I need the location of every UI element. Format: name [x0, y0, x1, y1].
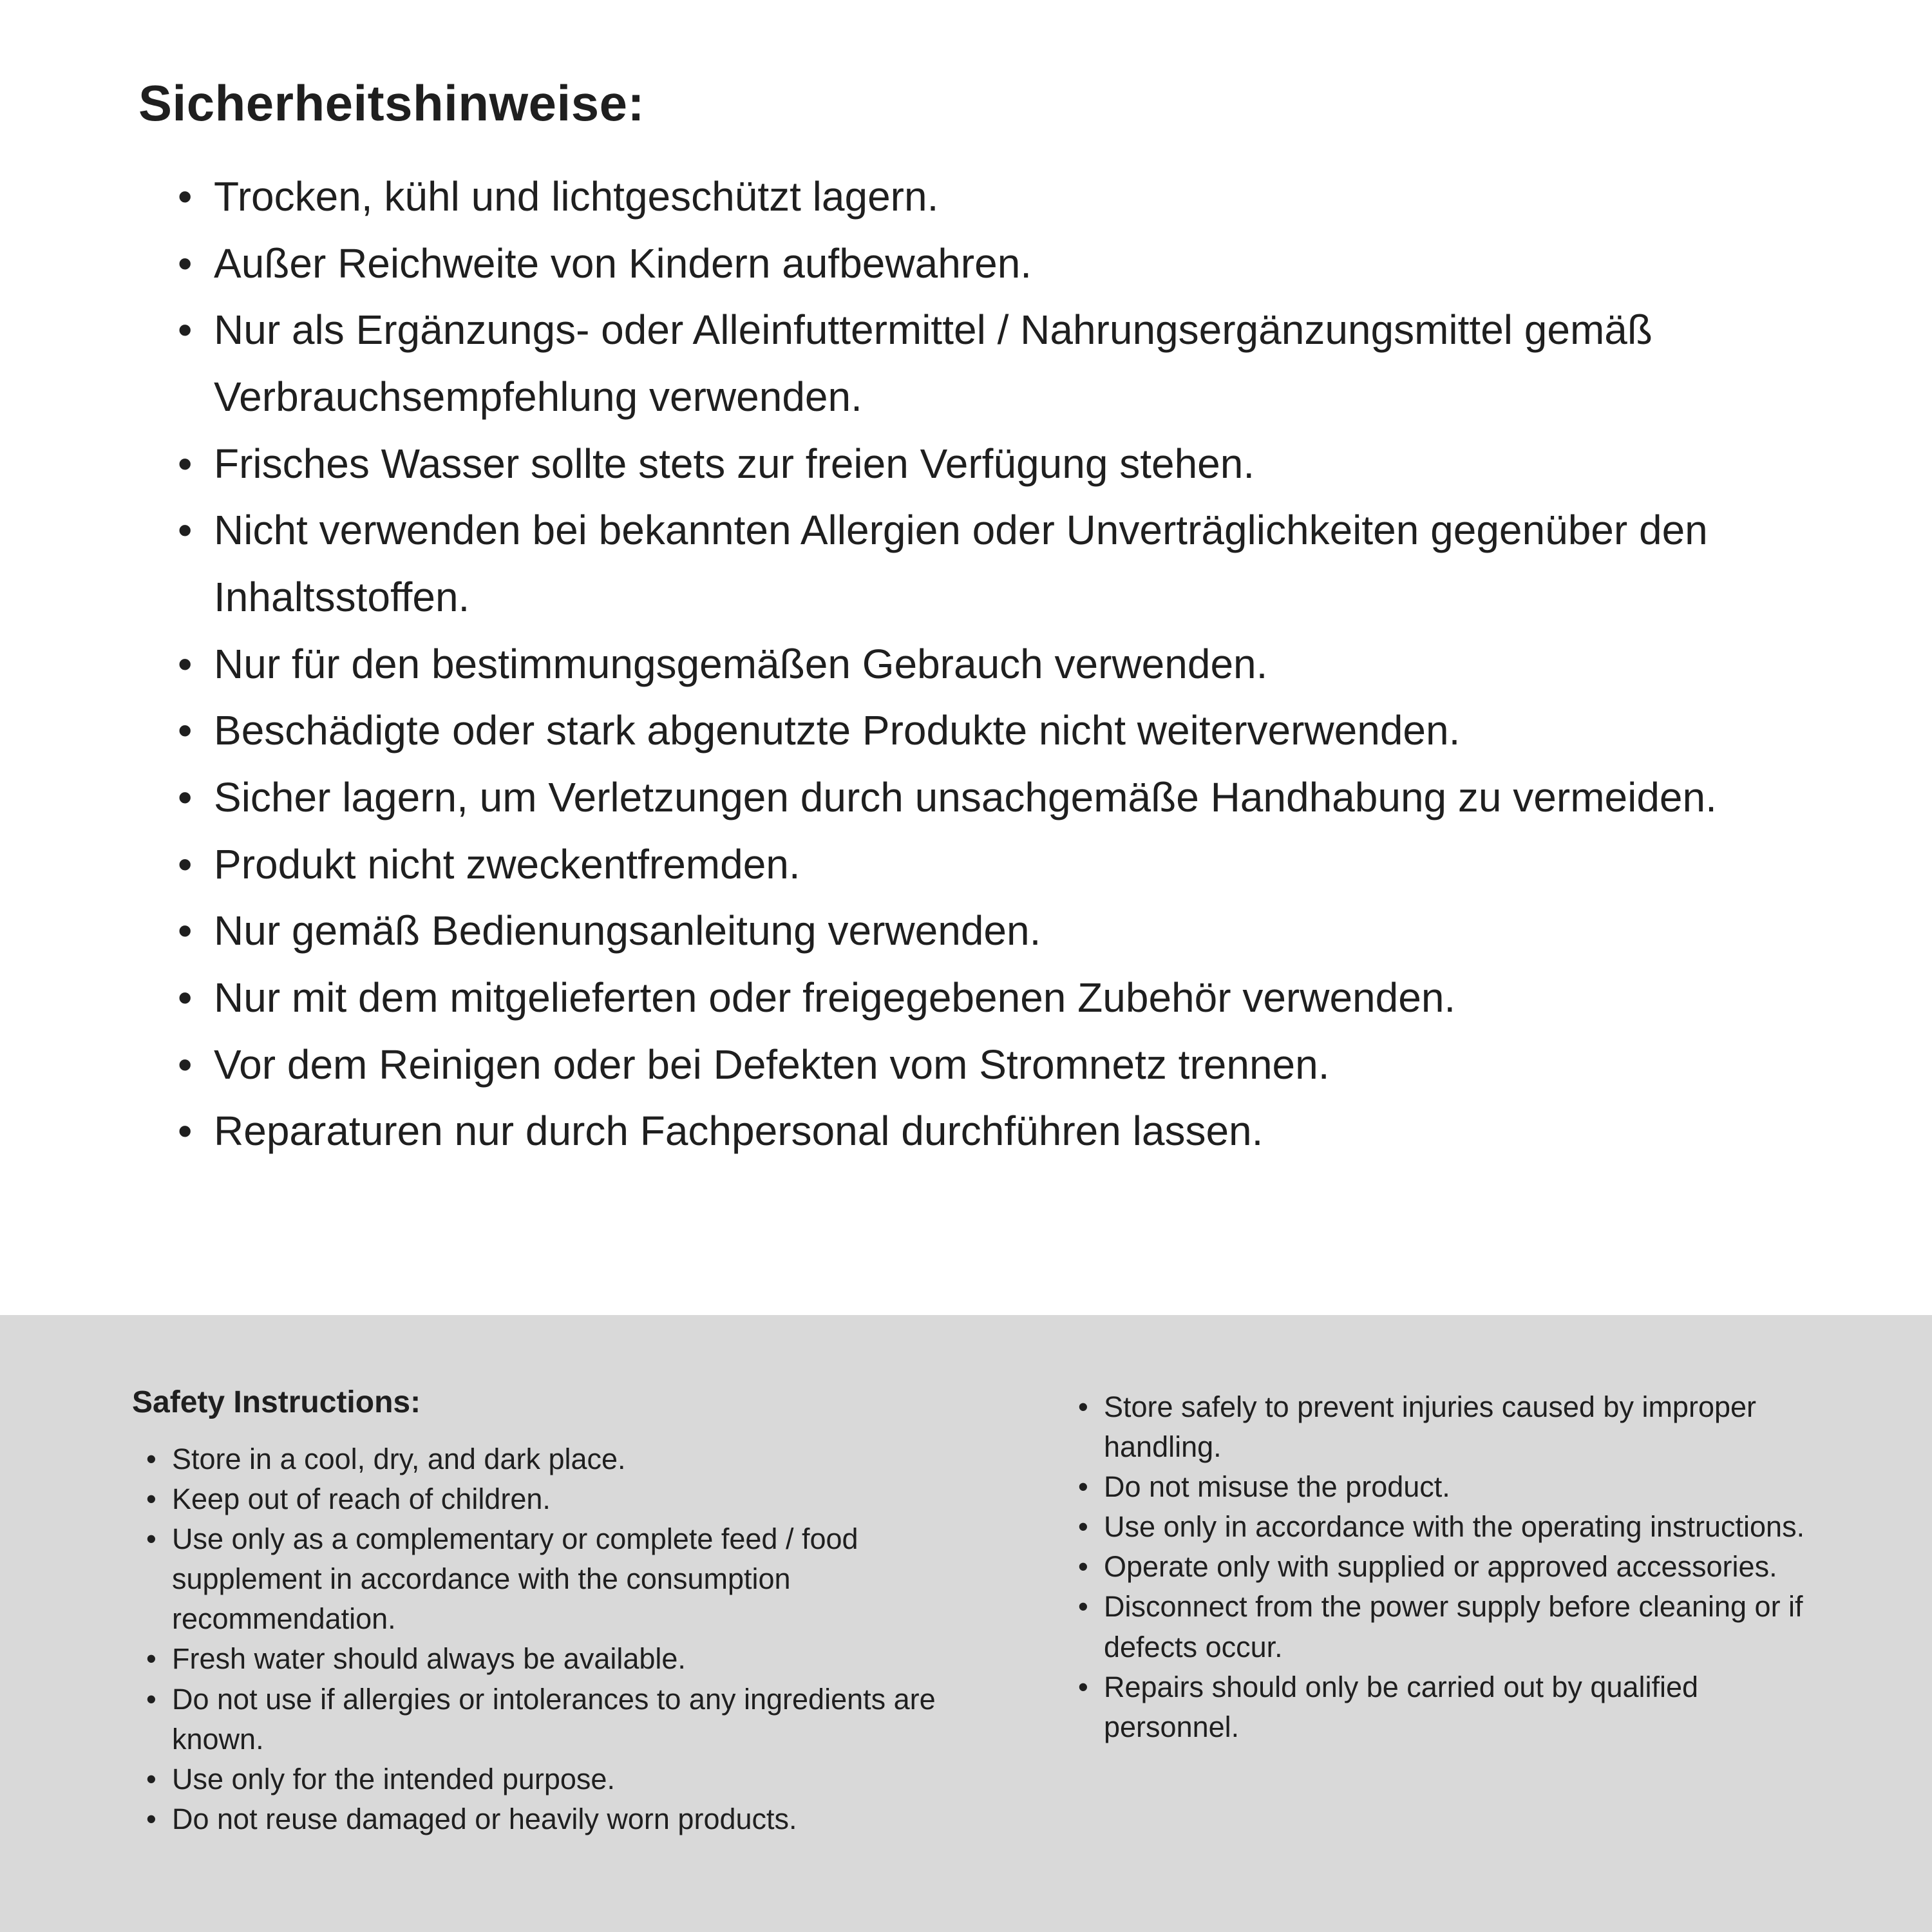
german-section-title: Sicherheitshinweise:	[138, 75, 645, 131]
english-section-title: Safety Instructions:	[132, 1385, 421, 1419]
list-item: • Store in a cool, dry, and dark place.	[144, 1439, 989, 1479]
list-item: • Store safely to prevent injuries caused by improper handling.	[1075, 1387, 1829, 1467]
list-item: • Außer Reichweite von Kindern aufbewahren.	[174, 231, 1732, 298]
english-left-bullet-list	[144, 1439, 989, 1839]
german-bullet-list	[174, 164, 1732, 1165]
list-item: • Operate only with supplied or approved accessories.	[1075, 1547, 1829, 1587]
list-item: • Sicher lagern, um Verletzungen durch unsachgemäße Handhabung zu vermeiden.	[174, 764, 1732, 831]
list-item: • Reparaturen nur durch Fachpersonal durchführen lassen.	[174, 1098, 1732, 1165]
list-item: • Produkt nicht zweckentfremden.	[174, 831, 1732, 898]
list-item: • Trocken, kühl und lichtgeschützt lagern.	[174, 164, 1732, 231]
list-item: • Nur gemäß Bedienungsanleitung verwenden.	[174, 898, 1732, 965]
list-item: • Do not use if allergies or intolerances to any ingredients are known.	[144, 1680, 989, 1759]
list-item: • Disconnect from the power supply before cleaning or if defects occur.	[1075, 1587, 1829, 1667]
list-item: • Nicht verwenden bei bekannten Allergien oder Unverträglichkeiten gegenüber den Inhaltsstoffen.	[174, 497, 1732, 630]
list-item: • Keep out of reach of children.	[144, 1479, 989, 1519]
english-right-bullet-list	[1075, 1387, 1829, 1747]
list-item: • Nur für den bestimmungsgemäßen Gebrauch verwenden.	[174, 631, 1732, 698]
english-right-column	[1075, 1385, 1829, 1747]
list-item: • Vor dem Reinigen oder bei Defekten vom Stromnetz trennen.	[174, 1032, 1732, 1099]
list-item: • Do not reuse damaged or heavily worn products.	[144, 1799, 989, 1839]
list-item: • Frisches Wasser sollte stets zur freien Verfügung stehen.	[174, 431, 1732, 498]
list-item: • Nur mit dem mitgelieferten oder freigegebenen Zubehör verwenden.	[174, 965, 1732, 1032]
list-item: • Repairs should only be carried out by qualified personnel.	[1075, 1667, 1829, 1747]
english-section	[0, 1315, 1932, 1932]
list-item: • Fresh water should always be available.	[144, 1639, 989, 1679]
english-left-column	[132, 1385, 989, 1839]
list-item: • Use only in accordance with the operating instructions.	[1075, 1507, 1829, 1547]
list-item: • Use only for the intended purpose.	[144, 1759, 989, 1799]
list-item: • Beschädigte oder stark abgenutzte Produkte nicht weiterverwenden.	[174, 697, 1732, 764]
list-item: • Nur als Ergänzungs- oder Alleinfuttermittel / Nahrungsergänzungsmittel gemäß Verbrauchsempfehlung verwenden.	[174, 297, 1732, 430]
list-item: • Use only as a complementary or complete feed / food supplement in accordance with the consumption recommendation.	[144, 1519, 989, 1639]
list-item: • Do not misuse the product.	[1075, 1467, 1829, 1507]
